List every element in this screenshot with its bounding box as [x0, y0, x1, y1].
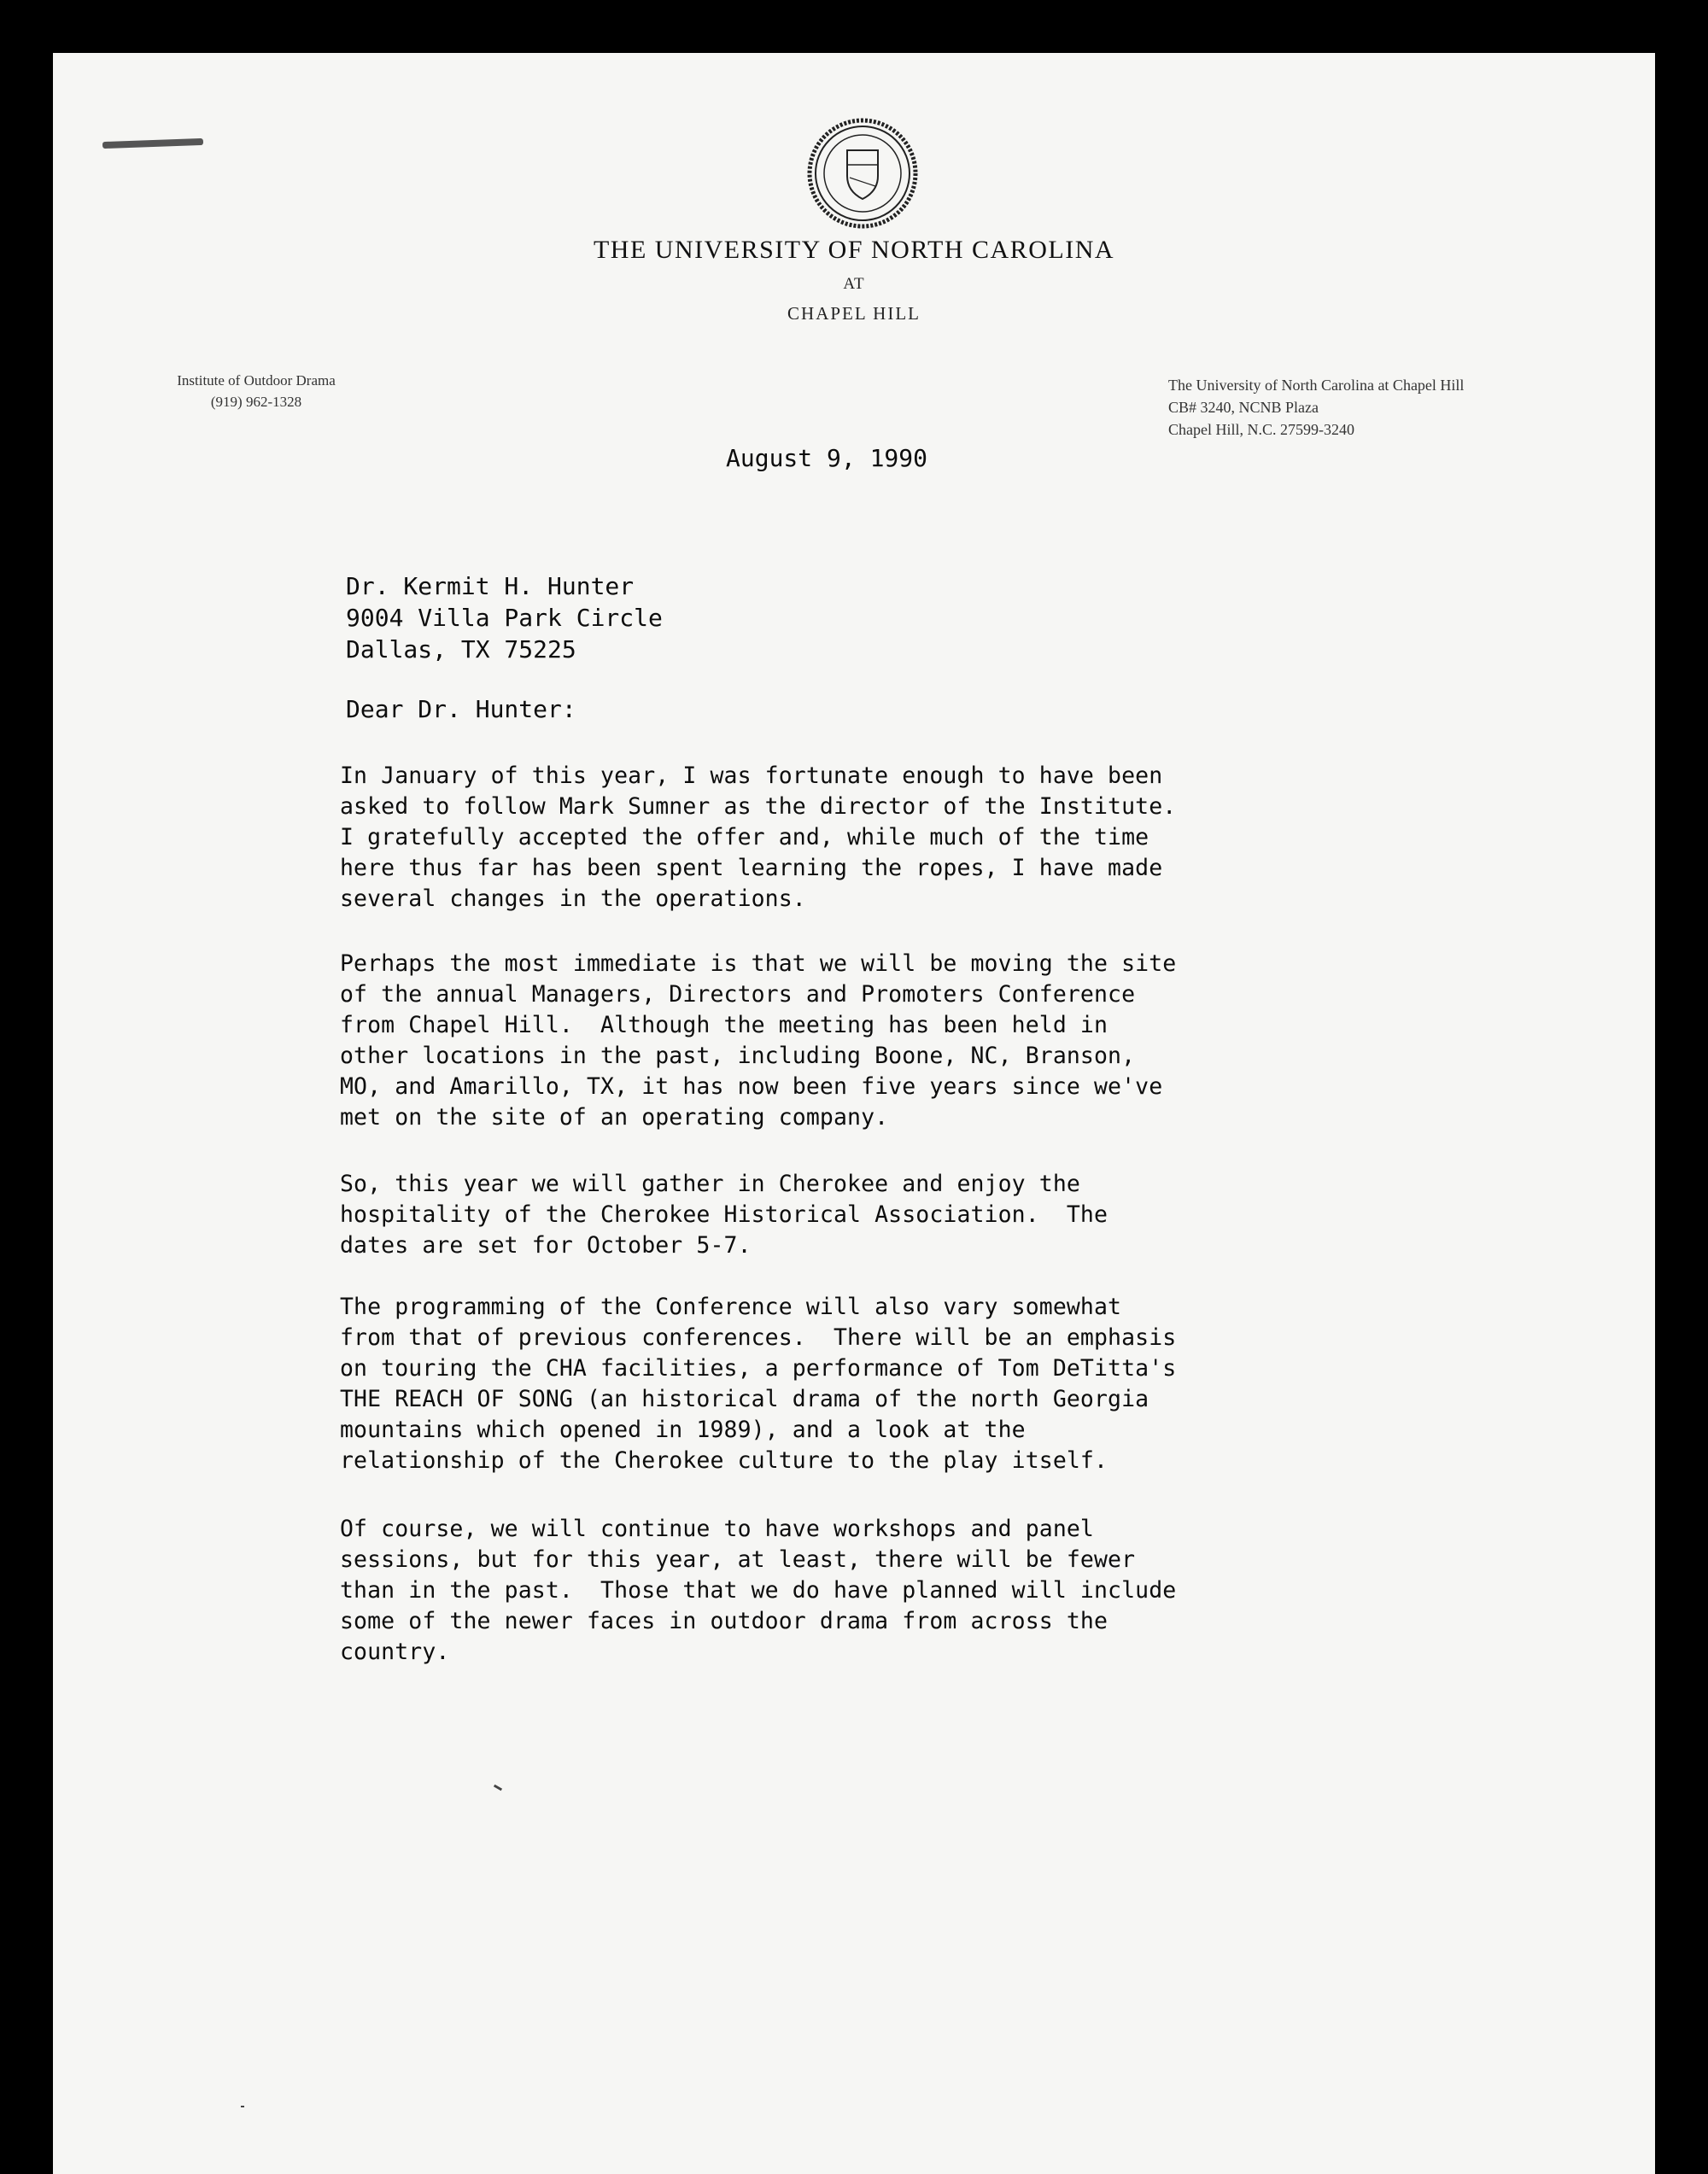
institute-phone: (919) 962-1328 — [210, 394, 302, 410]
paragraph-1: In January of this year, I was fortunate enough to have been asked to follow Mark Sumner as the director of the Institute. I gratefully accepted the offer and, while much of the time here thus far has been spent learning the ropes, I have made several changes in the operations. — [340, 763, 1177, 912]
university-campus: CHAPEL HILL — [787, 303, 921, 324]
recipient-street: 9004 Villa Park Circle — [346, 604, 663, 632]
university-at: AT — [843, 275, 865, 293]
letter-date: August 9, 1990 — [726, 444, 928, 472]
address-line-1: The University of North Carolina at Chapel Hill — [1168, 377, 1465, 394]
paragraph-3: So, this year we will gather in Cherokee and enjoy the hospitality of the Cherokee Historical Association. The dates are set for October 5-7. — [340, 1171, 1108, 1259]
recipient-name: Dr. Kermit H. Hunter — [346, 572, 635, 600]
institute-name: Institute of Outdoor Drama — [177, 372, 336, 389]
paragraph-4: The programming of the Conference will also vary somewhat from that of previous conferences. There will be an emphasis on touring the CHA facilities, a performance of Tom DeTitta's THE REACH OF SONG (an historical drama of the north Georgia mountains which opened in 1989), and a look at the relationship of the Cherokee culture to the play itself. — [340, 1294, 1177, 1474]
salutation: Dear Dr. Hunter: — [346, 695, 576, 723]
university-seal-icon — [807, 118, 918, 229]
recipient-address — [346, 570, 663, 665]
paragraph-2: Perhaps the most immediate is that we will be moving the site of the annual Managers, Directors and Promoters Conference from Chapel Hill. Although the meeting has been held in other locations in the past, including Boone, NC, Branson, MO, and Amarillo, TX, it has now been five years since we've met on the site of an operating company. — [340, 950, 1177, 1131]
recipient-city: Dallas, TX 75225 — [346, 635, 576, 663]
university-name: THE UNIVERSITY OF NORTH CAROLINA — [593, 236, 1115, 264]
address-line-2: CB# 3240, NCNB Plaza — [1168, 399, 1319, 416]
address-line-3: Chapel Hill, N.C. 27599-3240 — [1168, 421, 1354, 438]
paragraph-5: Of course, we will continue to have workshops and panel sessions, but for this year, at least, there will be fewer than in the past. Those that we do have planned will include some of the newer faces in outdoor drama from across the country. — [340, 1516, 1177, 1665]
ink-speck — [241, 2106, 244, 2107]
institute-contact — [128, 370, 384, 412]
